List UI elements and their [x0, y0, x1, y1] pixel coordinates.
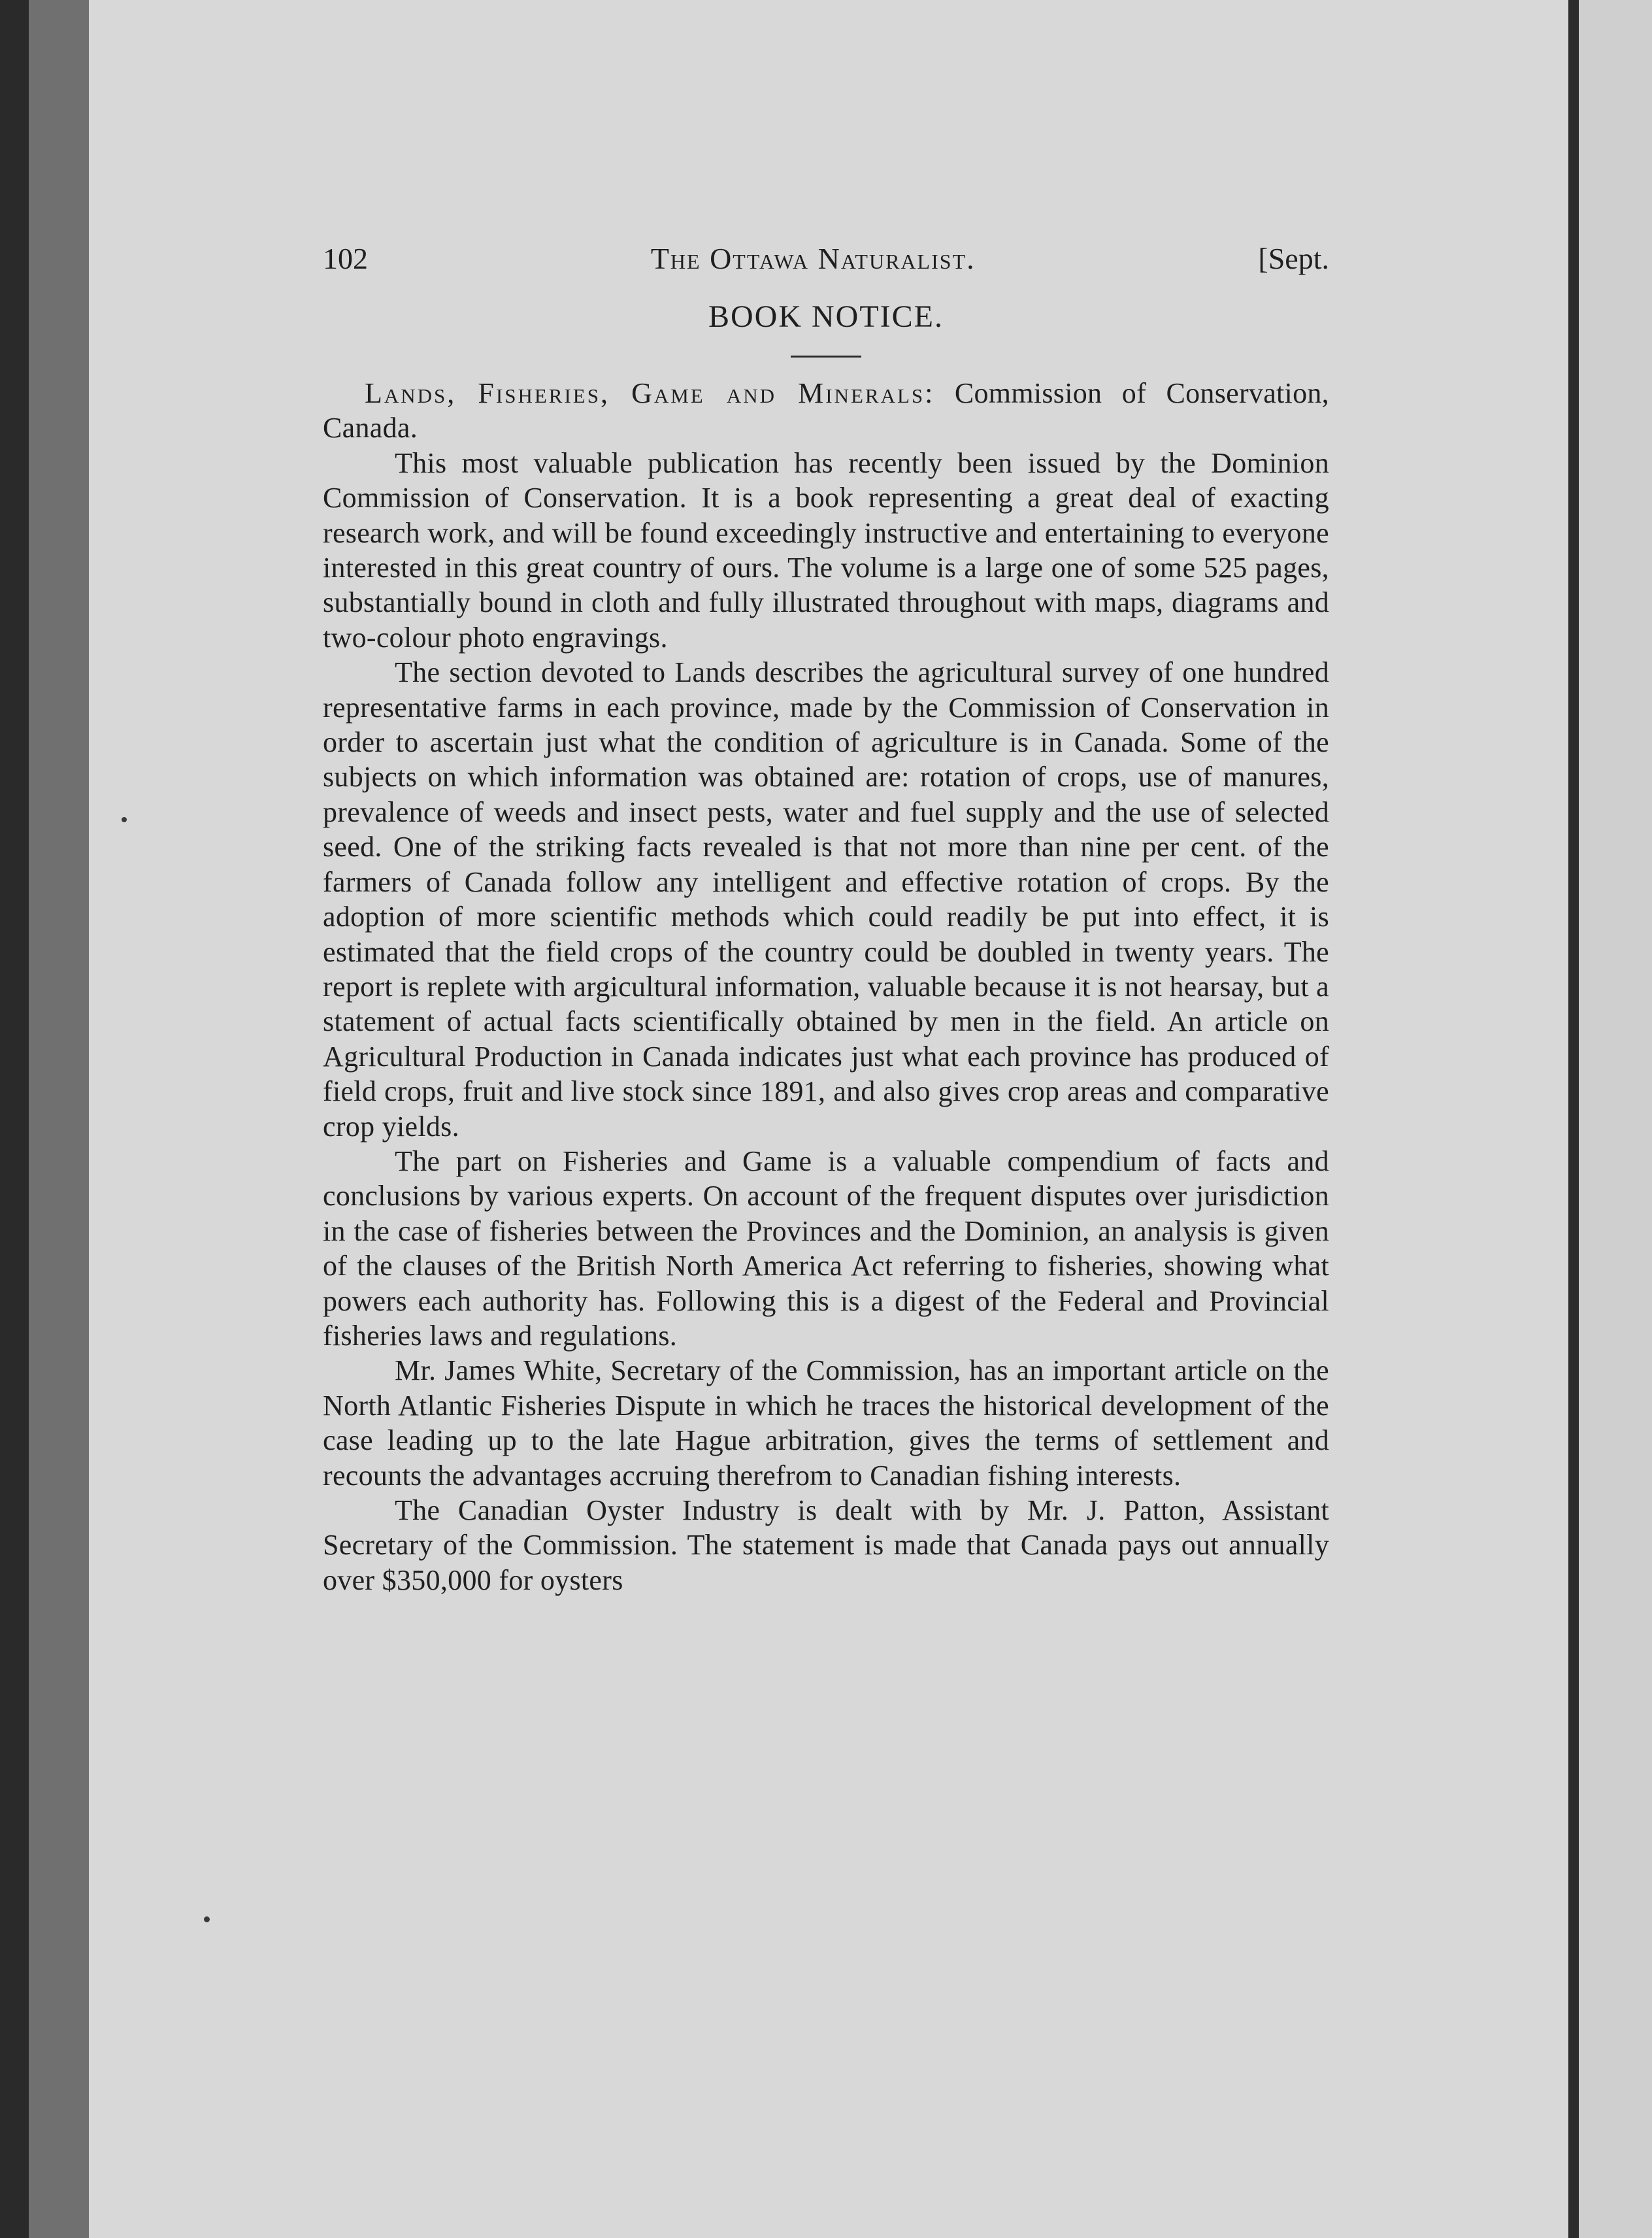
page-number: 102: [323, 242, 368, 275]
paragraph: The Canadian Oyster Industry is dealt with by Mr. J. Patton, Assistant Secretary of the Commission. The statement is made that Canada pays out annually over $350,000 for oysters: [323, 1494, 1329, 1596]
scanner-left-edge: [0, 0, 29, 2238]
paragraph: This most valuable publication has recently been issued by the Dominion Commission of Conservation. It is a book representing a great deal of exacting research work, and will be found exceedingly instructive and entertaining to everyone interested in this great country of ours. The volume is a large one of some 525 pages, substantially bound in cloth and fully illustrated throughout with maps, diagrams and two-colour photo engravings.: [323, 446, 1329, 654]
running-head: [323, 233, 1329, 285]
scan-speck: [122, 817, 127, 822]
entry-subject: Lands, Fisheries, Game and Minerals:: [365, 377, 935, 409]
page-text: [323, 233, 1329, 1597]
entry-heading: [323, 376, 1329, 446]
issue-month: [Sept.: [1258, 242, 1329, 275]
left-scan-margin: [29, 0, 89, 2238]
paragraph: The part on Fisheries and Game is a valuable compendium of facts and conclusions by various experts. On account of the frequent disputes over jurisdiction in the case of fisheries between the Provinces and the Dominion, an analysis is given of the clauses of the British North America Act referring to fisheries, showing what powers each authority has. Following this is a digest of the Federal and Provincial fisheries laws and regulations.: [323, 1144, 1329, 1352]
journal-title: The Ottawa Naturalist.: [650, 242, 976, 275]
article-body: [323, 376, 1329, 1597]
entry-source: Commission of Conservation, Canada.: [323, 377, 1329, 444]
title-rule: [791, 356, 861, 358]
scan-speck: [204, 1916, 210, 1922]
paragraph: The section devoted to Lands describes the agricultural survey of one hundred representative farms in each province, made by the Commission of Conservation in order to ascertain just what the condition of agriculture is in Canada. Some of the subjects on which information was obtained are: rotation of crops, use of manures, prevalence of weeds and insect pests, water and fuel supply and the use of selected seed. One of the striking facts revealed is that not more than nine per cent. of the farmers of Canada follow any intelligent and effective rotation of crops. By the adoption of more scientific methods which could readily be put into effect, it is estimated that the field crops of the country could be doubled in twenty years. The report is replete with argicultural information, valuable because it is not hearsay, but a statement of actual facts scientifically obtained by men in the field. An article on Agricultural Production in Canada indicates just what each province has produced of field crops, fruit and live stock since 1891, and also gives crop areas and comparative crop yields.: [323, 656, 1329, 1143]
paragraph: Mr. James White, Secretary of the Commission, has an important article on the North Atlantic Fisheries Dispute in which he traces the historical development of the case leading up to the late Hague arbitration, gives the terms of settlement and recounts the advantages accruing therefrom to Canadian fishing interests.: [323, 1354, 1329, 1492]
page-gutter: [1568, 0, 1579, 2238]
adjacent-page-edge: [1579, 0, 1652, 2238]
section-title: BOOK NOTICE.: [708, 299, 944, 334]
